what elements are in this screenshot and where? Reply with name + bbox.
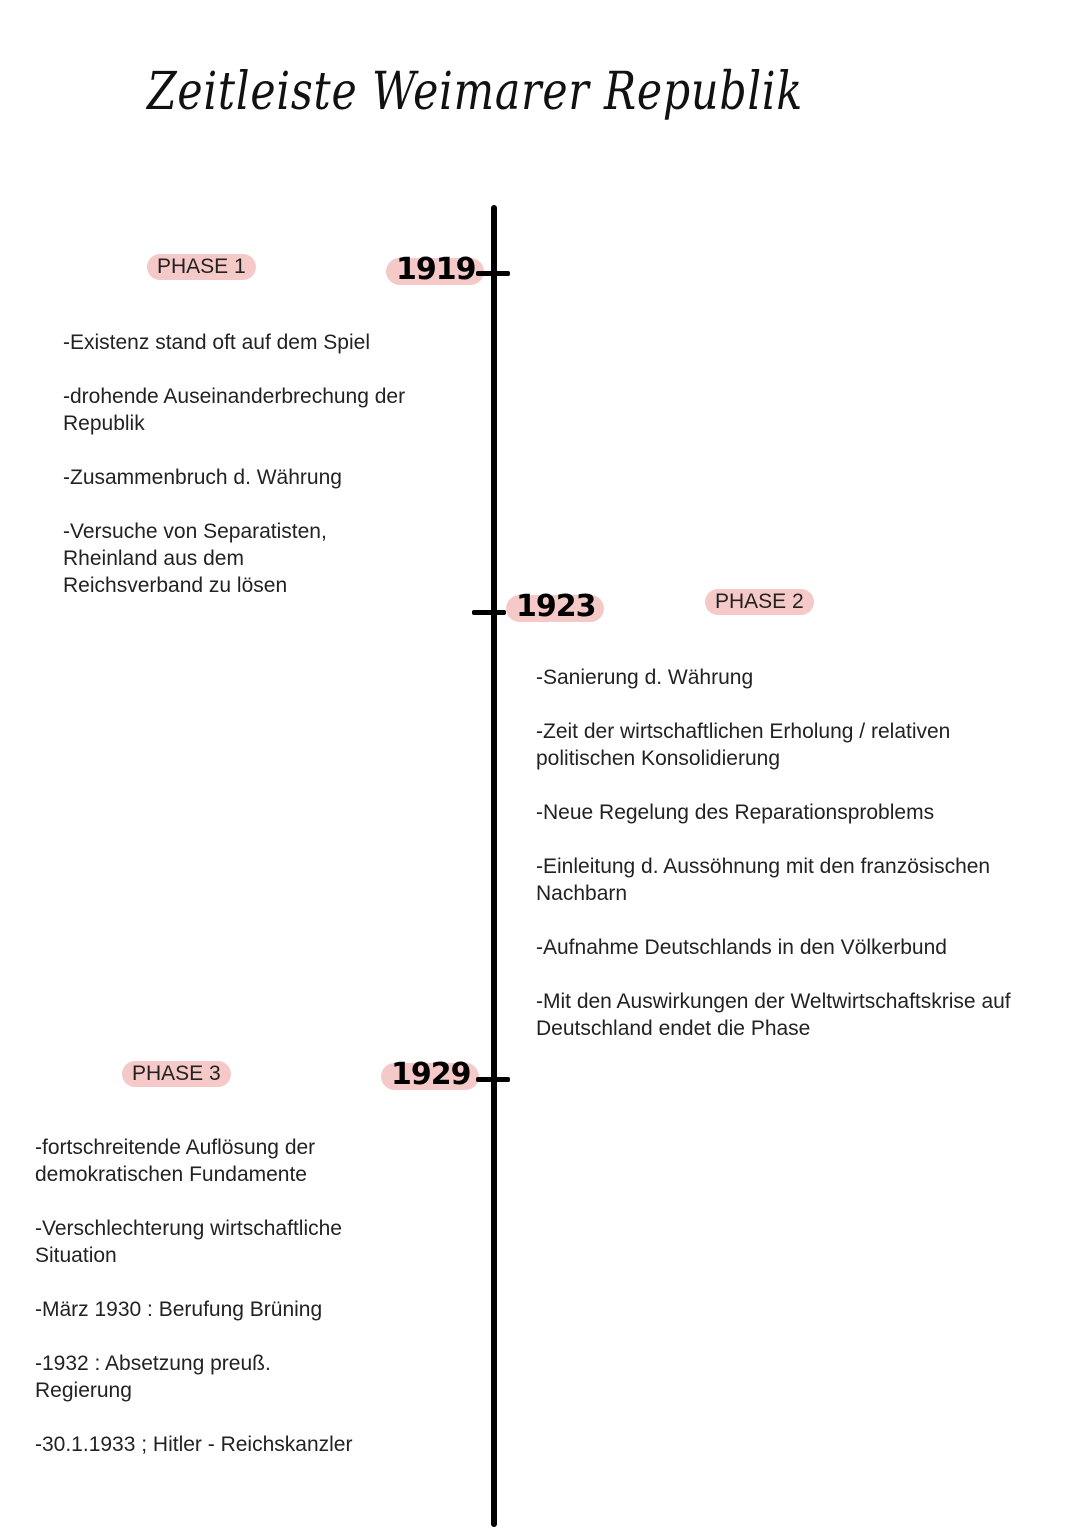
tick-1923 [472,610,506,615]
tick-1929 [476,1077,510,1082]
list-item: -fortschreitende Auflösung der demokratischen Fundamente [35,1136,316,1186]
phase-badge-3: PHASE 3 [122,1061,231,1087]
list-item: -Verschlechterung wirtschaftliche Situation [35,1217,342,1267]
list-item: -Aufnahme Deutschlands in den Völkerbund [536,936,947,959]
phase-badge-1: PHASE 1 [147,254,256,280]
list-item: -Sanierung d. Währung [536,666,754,689]
phase-2-list [536,664,1071,1069]
year-label-1923: 1923 [516,589,596,624]
list-item: -März 1930 : Berufung Brüning [35,1298,323,1321]
year-label-1929: 1929 [391,1057,471,1092]
list-item: -drohende Auseinanderbrechung der Republik [63,385,406,435]
phase-3-list [35,1134,415,1485]
list-item: -Existenz stand oft auf dem Spiel [63,331,370,354]
list-item: -Zeit der wirtschaftlichen Erholung / relativen politischen Konsolidierung [536,720,951,770]
year-label-1919: 1919 [396,252,476,287]
timeline-axis [491,205,497,1527]
list-item: -Neue Regelung des Reparationsproblems [536,801,935,824]
list-item: -Mit den Auswirkungen der Weltwirtschaftskrise auf Deutschland endet die Phase [536,990,1011,1040]
list-item: -Zusammenbruch d. Währung [63,466,342,489]
list-item: -Versuche von Separatisten, Rheinland aus dem Reichsverband zu lösen [63,520,327,597]
list-item: -30.1.1933 ; Hitler - Reichskanzler [35,1433,353,1456]
page-title: Zeitleiste Weimarer Republik [146,62,804,122]
phase-badge-2: PHASE 2 [705,589,814,615]
tick-1919 [476,271,510,276]
list-item: -Einleitung d. Aussöhnung mit den französischen Nachbarn [536,855,991,905]
list-item: -1932 : Absetzung preuß. Regierung [35,1352,271,1402]
phase-1-list [63,329,423,626]
